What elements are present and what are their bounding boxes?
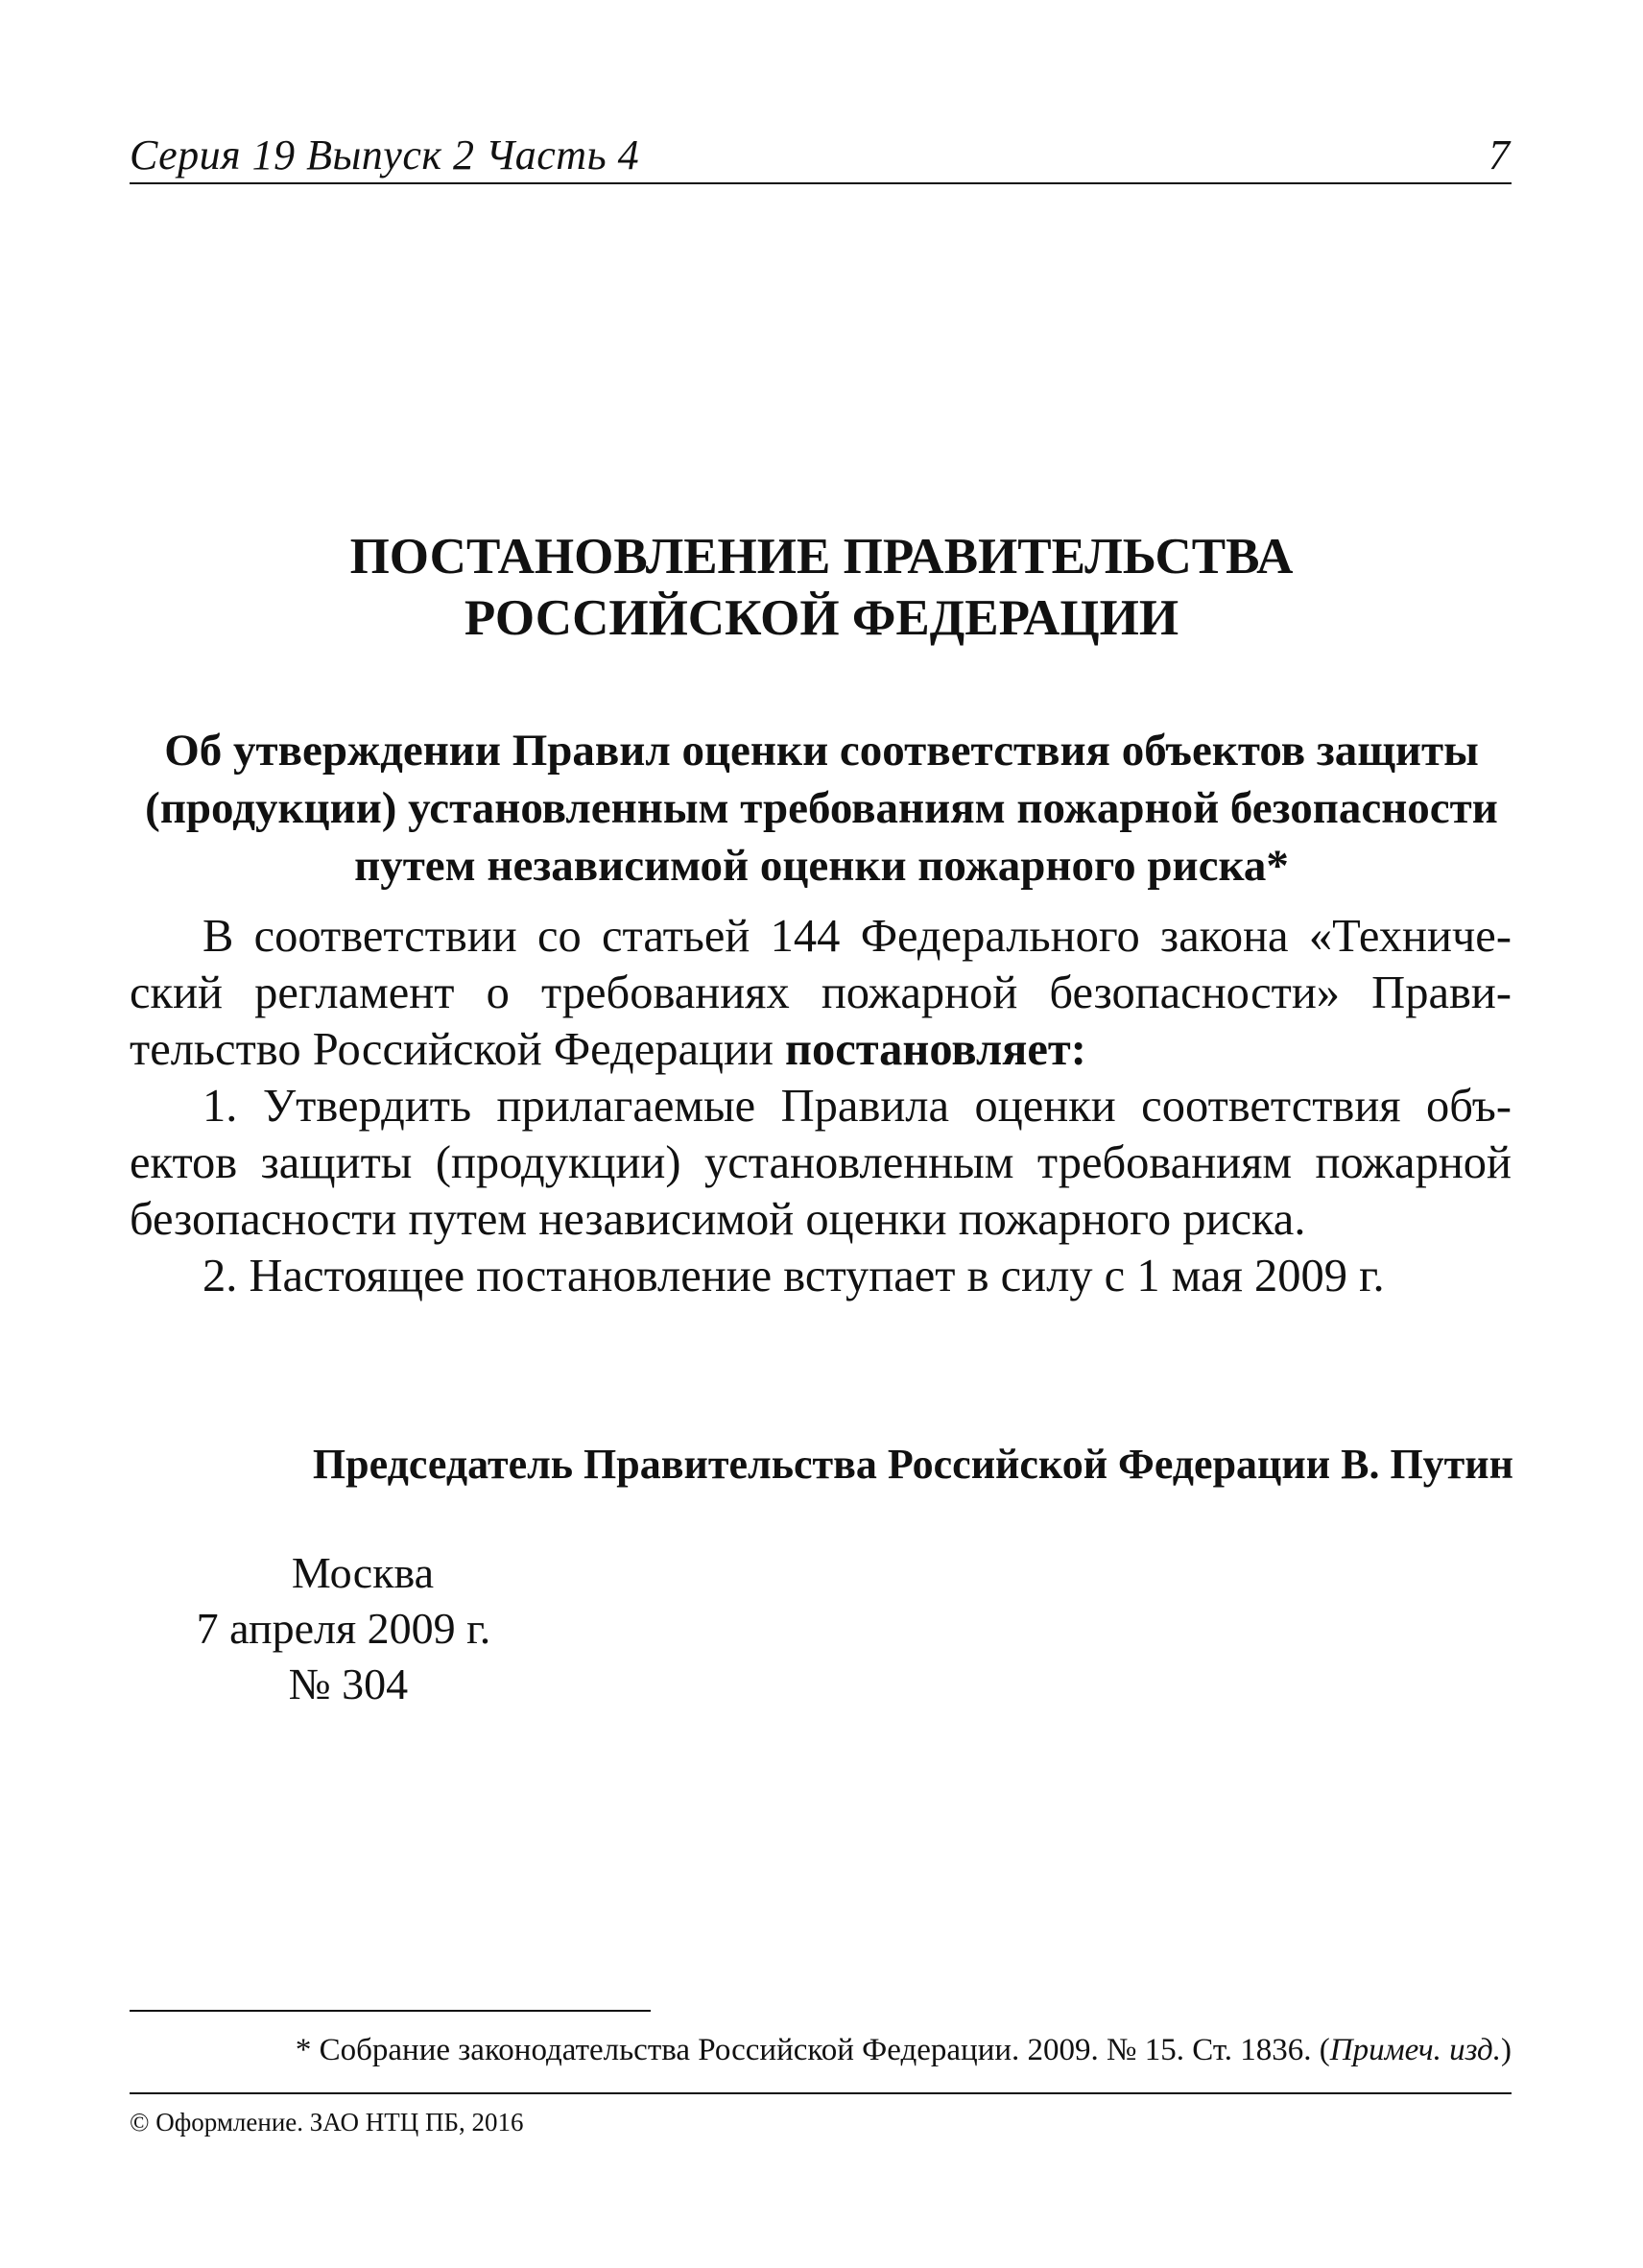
item-1-line-3: безопасности путем независимой оценки пожарного риска. xyxy=(130,1194,1306,1245)
preamble-paragraph xyxy=(130,908,1512,1078)
item-1-line-1: 1. Утвердить прилагаемые Правила оценки соответствия объ- xyxy=(202,1081,1512,1132)
footnote-divider xyxy=(130,2010,651,2012)
preamble-line-3 xyxy=(130,1021,1512,1078)
running-header xyxy=(130,123,1512,184)
footnote-editor-note: Примеч. изд. xyxy=(1329,2033,1501,2067)
footer-divider xyxy=(130,2092,1512,2094)
document-title xyxy=(0,526,1643,649)
place-date-number xyxy=(196,1545,516,1712)
item-1-paragraph xyxy=(130,1078,1512,1248)
subtitle-line-3: путем независимой оценки пожарного риска* xyxy=(354,841,1289,891)
page-number: 7 xyxy=(1488,131,1510,179)
subtitle-line-1: Об утверждении Правил оценки соответствия объектов защиты xyxy=(164,726,1479,776)
document-subtitle xyxy=(0,722,1643,895)
signature: Председатель Правительства Российской Федерации В. Путин xyxy=(312,1441,1513,1488)
title-line-1: ПОСТАНОВЛЕНИЕ ПРАВИТЕЛЬСТВА xyxy=(349,529,1294,585)
footnote xyxy=(130,2033,1512,2068)
subtitle-line-2: (продукции) установленным требованиям пожарной безопасности xyxy=(145,783,1498,833)
document-number: № 304 xyxy=(288,1659,409,1708)
footnote-close: ) xyxy=(1501,2033,1512,2067)
body-text xyxy=(130,908,1512,1304)
item-1-line-2: ектов защиты (продукции) установленным требованиям пожарной xyxy=(130,1137,1512,1188)
title-line-2: РОССИЙСКОЙ ФЕДЕРАЦИИ xyxy=(464,590,1179,646)
series-label: Серия 19 Выпуск 2 Часть 4 xyxy=(130,131,640,179)
footnote-text: * Собрание законодательства Российской Федерации. 2009. № 15. Ст. 1836. ( xyxy=(295,2033,1330,2067)
preamble-line-3-text: тельство Российской Федерации xyxy=(130,1024,786,1075)
resolves-keyword: постановляет: xyxy=(785,1024,1086,1075)
item-2-line-1: 2. Настоящее постановление вступает в силу с 1 мая 2009 г. xyxy=(202,1251,1385,1301)
document-date: 7 апреля 2009 г. xyxy=(196,1604,491,1653)
item-2-paragraph xyxy=(130,1248,1512,1304)
copyright-notice: © Оформление. ЗАО НТЦ ПБ, 2016 xyxy=(130,2108,524,2137)
place-city: Москва xyxy=(291,1548,435,1597)
preamble-line-1: В соответствии со статьей 144 Федерального закона «Техниче- xyxy=(202,911,1512,962)
preamble-line-2: ский регламент о требованиях пожарной безопасности» Прави- xyxy=(130,967,1512,1018)
